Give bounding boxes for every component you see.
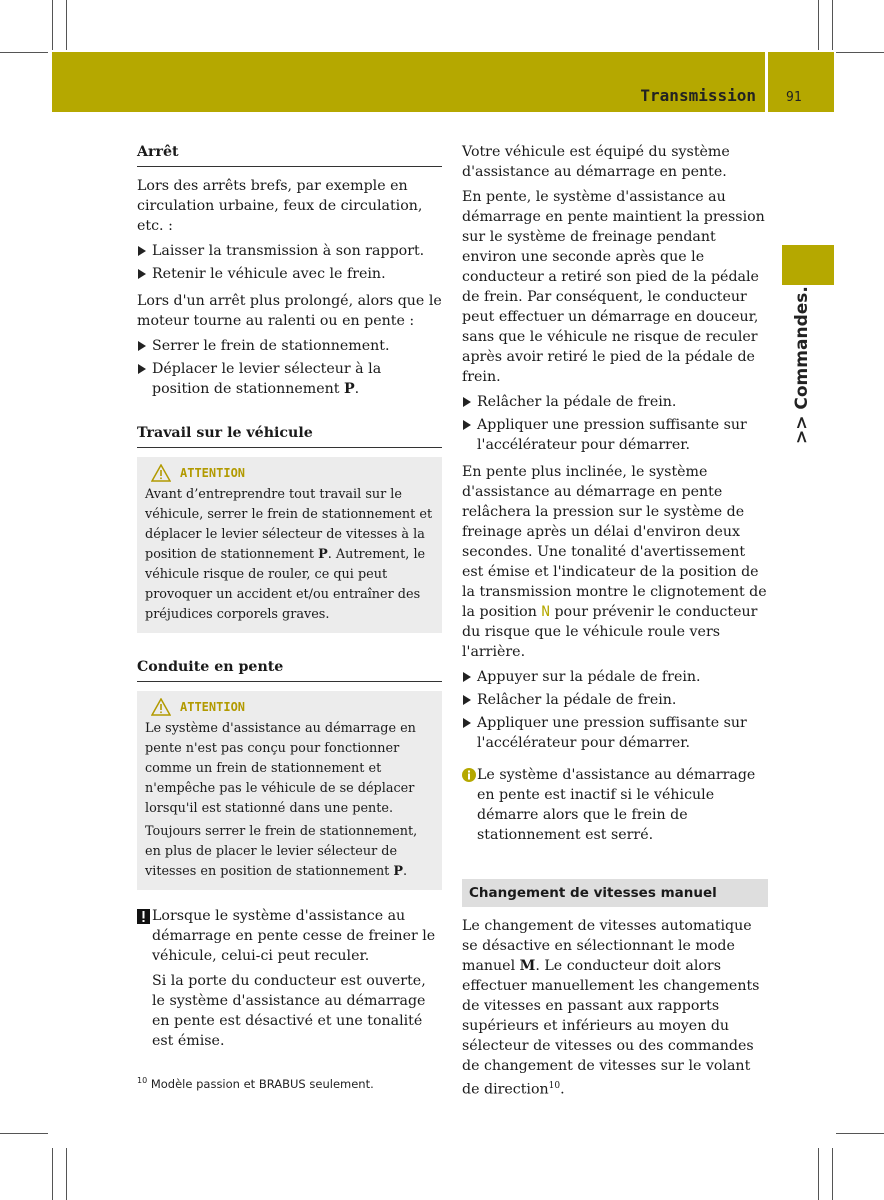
list-item xyxy=(462,713,768,753)
bullet-arrow-icon xyxy=(138,246,146,256)
page-number: 91 xyxy=(786,90,802,105)
list-item xyxy=(462,690,768,710)
side-tab-label: >> Commandes. xyxy=(792,286,812,444)
chapter-title: Transmission xyxy=(640,86,756,105)
exclamation-icon xyxy=(137,909,150,930)
bullet-arrow-icon xyxy=(463,695,471,705)
crop-mark xyxy=(832,0,833,50)
paragraph: Votre véhicule est équipé du système d'assistance au démarrage en pente. xyxy=(462,144,730,180)
left-column xyxy=(137,140,442,1051)
crop-mark xyxy=(818,1148,819,1200)
crop-mark xyxy=(0,1133,48,1134)
gear-position-p: P xyxy=(343,381,355,397)
bullet-arrow-icon xyxy=(138,341,146,351)
warning-triangle-icon xyxy=(151,464,171,482)
list-item-text: Serrer le frein de stationnement. xyxy=(152,338,390,354)
list-item-text: Retenir le véhicule avec le frein. xyxy=(152,266,386,282)
list-item-text: Relâcher la pédale de frein. xyxy=(477,692,677,708)
warning-title xyxy=(145,697,434,717)
section-heading-travail: Travail sur le véhicule xyxy=(137,421,442,448)
crop-mark xyxy=(66,0,67,50)
list-item-text: Appliquer une pression suffisante sur l'accélérateur pour démarrer. xyxy=(477,715,747,751)
warning-title xyxy=(145,463,434,483)
paragraph: Lors des arrêts brefs, par exemple en circulation urbaine, feux de circulation, etc. : xyxy=(137,178,423,234)
list-item xyxy=(137,264,442,284)
list-item-text-end: . xyxy=(354,381,360,397)
info-icon xyxy=(462,768,476,788)
bullet-arrow-icon xyxy=(463,718,471,728)
warning-text: Avant d’entreprendre tout travail sur le véhicule, serrer le frein de stationnement et déplacer le levier sélecteur de vitesses à la position de stationnement P. Autrement, le véhicule risque de rouler, ce qui peut provoquer un accident et/ou entraîner des préjudices corporels graves. xyxy=(145,487,433,622)
bullet-arrow-icon xyxy=(138,364,146,374)
warning-label: ATTENTION xyxy=(180,466,246,480)
bullet-arrow-icon xyxy=(138,269,146,279)
crop-mark xyxy=(52,0,53,50)
footnote xyxy=(137,1076,374,1091)
note-text: Si la porte du conducteur est ouverte, le système d'assistance au démarrage en pente est désactivé et une tonalité est émise. xyxy=(152,973,426,1049)
paragraph: Lors d'un arrêt plus prolongé, alors que le moteur tourne au ralenti ou en pente : xyxy=(137,293,442,329)
crop-mark xyxy=(836,1133,884,1134)
warning-box xyxy=(137,691,442,890)
list-item-text: Appuyer sur la pédale de frein. xyxy=(477,669,701,685)
footnote-ref: 10 xyxy=(548,1081,561,1091)
right-column xyxy=(462,140,768,1105)
footnote-text: Modèle passion et BRABUS seulement. xyxy=(150,1076,374,1091)
bullet-arrow-icon xyxy=(463,420,471,430)
list-item xyxy=(462,415,768,455)
crop-mark xyxy=(52,1148,53,1200)
paragraph: En pente plus inclinée, le système d'assistance au démarrage en pente relâchera la pression sur le système de freinage après un délai d'environ deux secondes. Une tonalité d'avertissement est émise et l'indicateur de la position de la transmission montre le clignotement de la position N pour prévenir le conducteur du risque que le véhicule roule vers l'arrière. xyxy=(462,464,767,660)
warning-label: ATTENTION xyxy=(180,700,246,714)
warning-text: Toujours serrer le frein de stationnement, en plus de placer le levier sélecteur de vitesses en position de stationnement P. xyxy=(145,824,418,879)
section-heading-pente: Conduite en pente xyxy=(137,655,442,682)
paragraph: Le changement de vitesses automatique se désactive en sélectionnant le mode manuel M. Le conducteur doit alors effectuer manuellement les changements de vitesses en passant aux rapports supérieurs et inférieurs au moyen du sélecteur de vitesses ou des commandes de changement de vitesses sur le volant de direction$^{10}$. xyxy=(462,918,760,1098)
list-item-text: Relâcher la pédale de frein. xyxy=(477,394,677,410)
list-item xyxy=(137,241,442,261)
paragraph: En pente, le système d'assistance au démarrage en pente maintient la pression sur le système de freinage pendant environ une seconde après que le conducteur a retiré son pied de la pédale de frein. Par conséquent, le conducteur peut effectuer un démarrage en douceur, sans que le véhicule ne risque de reculer après avoir retiré le pied de la pédale de frein. xyxy=(462,189,765,385)
bullet-arrow-icon xyxy=(463,672,471,682)
list-item-text: Laisser la transmission à son rapport. xyxy=(152,243,425,259)
section-heading-arret: Arrêt xyxy=(137,140,442,167)
footnote-number: 10 xyxy=(137,1076,148,1085)
crop-mark xyxy=(66,1148,67,1200)
list-item xyxy=(137,359,442,399)
list-item-text: Appliquer une pression suffisante sur l'accélérateur pour démarrer. xyxy=(477,417,747,453)
list-item xyxy=(462,667,768,687)
list-item xyxy=(137,336,442,356)
list-item-text: Déplacer le levier sélecteur à la position de stationnement xyxy=(152,361,382,397)
warning-text: Le système d'assistance au démarrage en pente n'est pas conçu pour fonctionner comme un frein de stationnement et n'empêche pas le véhicule de se déplacer lorsqu'il est stationné dans une pente. xyxy=(145,721,416,816)
gear-position-m: M xyxy=(519,958,536,974)
crop-mark xyxy=(818,0,819,50)
caution-note xyxy=(137,906,442,1051)
section-heading-manuel: Changement de vitesses manuel xyxy=(462,879,768,907)
info-note xyxy=(462,765,768,845)
crop-mark xyxy=(836,52,884,53)
list-item xyxy=(462,392,768,412)
gear-position-n: N xyxy=(541,604,550,620)
crop-mark xyxy=(0,52,48,53)
bullet-arrow-icon xyxy=(463,397,471,407)
warning-triangle-icon xyxy=(151,698,171,716)
warning-box xyxy=(137,457,442,633)
note-text: Lorsque le système d'assistance au démarrage en pente cesse de freiner le véhicule, celui-ci peut reculer. xyxy=(152,908,436,964)
crop-mark xyxy=(832,1148,833,1200)
info-text: Le système d'assistance au démarrage en pente est inactif si le véhicule démarre alors que le frein de stationnement est serré. xyxy=(477,767,756,843)
